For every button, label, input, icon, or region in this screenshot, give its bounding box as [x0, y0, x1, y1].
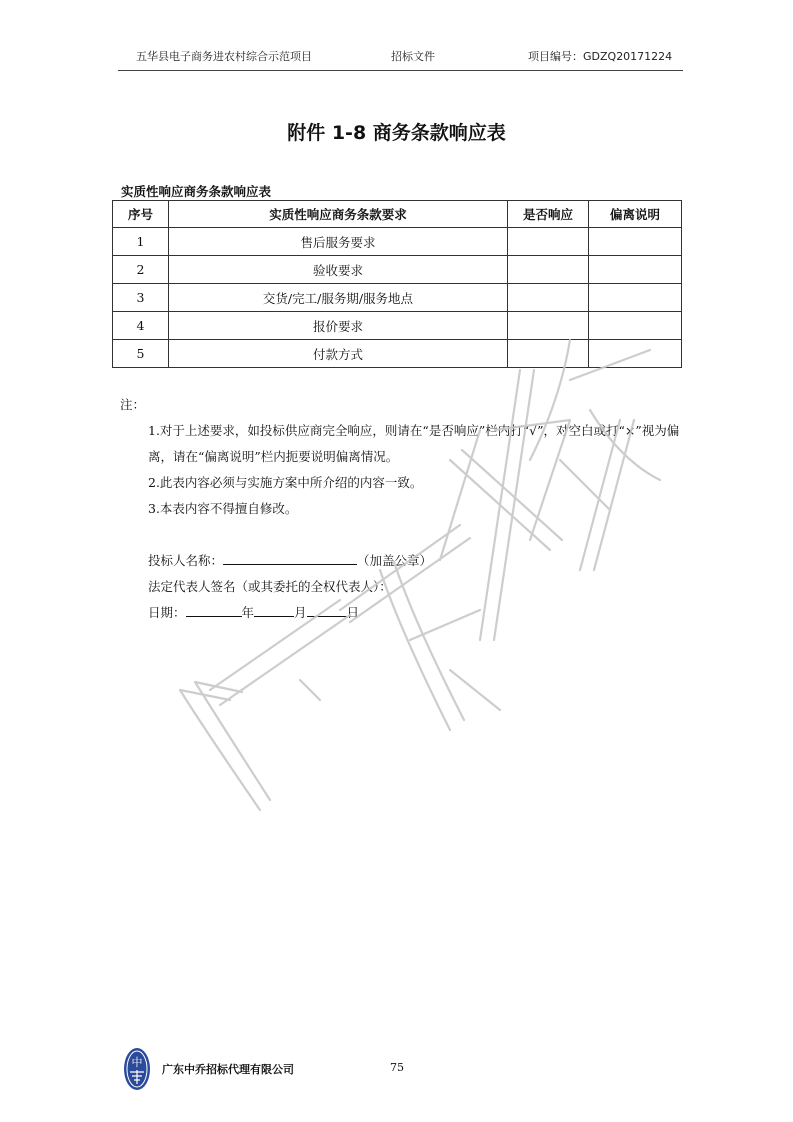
row-number: 3	[113, 284, 169, 312]
year-label: 年	[241, 605, 255, 620]
bidder-suffix: （加盖公章）	[357, 553, 433, 568]
page-header	[0, 48, 793, 68]
row-item: 售后服务要求	[169, 228, 508, 256]
header-divider	[118, 70, 683, 71]
table-row	[113, 312, 682, 340]
note-item-2: 2.此表内容必须与实施方案中所介绍的内容一致。	[148, 475, 423, 490]
month-field[interactable]	[254, 602, 294, 617]
logo-text: 中	[131, 1056, 143, 1069]
deviation-cell[interactable]	[589, 228, 682, 256]
row-number: 1	[113, 228, 169, 256]
note-item-3: 3.本表内容不得擅自修改。	[148, 501, 298, 516]
column-header-no: 序号	[113, 201, 169, 228]
response-cell[interactable]	[508, 312, 589, 340]
row-number: 2	[113, 256, 169, 284]
column-header-response: 是否响应	[508, 201, 589, 228]
bidder-label: 投标人名称：	[148, 553, 224, 568]
year-field[interactable]	[186, 602, 242, 617]
response-table	[112, 200, 682, 368]
response-cell[interactable]	[508, 228, 589, 256]
table-caption: 实质性响应商务条款响应表	[121, 184, 272, 199]
table-row	[113, 284, 682, 312]
response-cell[interactable]	[508, 340, 589, 368]
row-number: 4	[113, 312, 169, 340]
page-title: 附件 1-8 商务条款响应表	[287, 122, 506, 144]
page-number: 75	[390, 1061, 404, 1074]
deviation-cell[interactable]	[589, 340, 682, 368]
day-field[interactable]	[307, 602, 347, 617]
representative-line: 法定代表人签名（或其委托的全权代表人）：	[148, 579, 392, 594]
row-item: 验收要求	[169, 256, 508, 284]
notes-section	[120, 392, 680, 522]
row-number: 5	[113, 340, 169, 368]
header-project-name: 五华县电子商务进农村综合示范项目	[136, 50, 312, 63]
month-label: 月	[294, 605, 307, 620]
column-header-item: 实质性响应商务条款要求	[169, 201, 508, 228]
signature-section	[148, 548, 432, 626]
date-line	[148, 600, 432, 626]
note-item-1: 1.对于上述要求，如投标供应商完全响应，则请在“是否响应”栏内打“√”，对空白或打“×”视为偏离，请在“偏离说明”栏内扼要说明偏离情况。	[148, 423, 680, 464]
notes-label: 注：	[120, 397, 146, 412]
response-cell[interactable]	[508, 284, 589, 312]
row-item: 付款方式	[169, 340, 508, 368]
column-header-deviation: 偏离说明	[589, 201, 682, 228]
header-doc-type: 招标文件	[391, 50, 435, 63]
header-project-number: 项目编号：GDZQ20171224	[528, 50, 673, 63]
date-label: 日期：	[148, 605, 186, 620]
company-logo	[122, 1046, 152, 1092]
table-row	[113, 340, 682, 368]
table-row	[113, 228, 682, 256]
deviation-cell[interactable]	[589, 284, 682, 312]
bidder-name-field[interactable]	[223, 550, 357, 565]
bidder-line	[148, 548, 432, 574]
row-item: 报价要求	[169, 312, 508, 340]
table-header-row	[113, 201, 682, 228]
row-item: 交货/完工/服务期/服务地点	[169, 284, 508, 312]
day-label: 日	[346, 605, 360, 620]
deviation-cell[interactable]	[589, 312, 682, 340]
footer-company-name: 广东中乔招标代理有限公司	[162, 1063, 294, 1076]
page-footer	[0, 1046, 793, 1096]
table-row	[113, 256, 682, 284]
response-cell[interactable]	[508, 256, 589, 284]
deviation-cell[interactable]	[589, 256, 682, 284]
